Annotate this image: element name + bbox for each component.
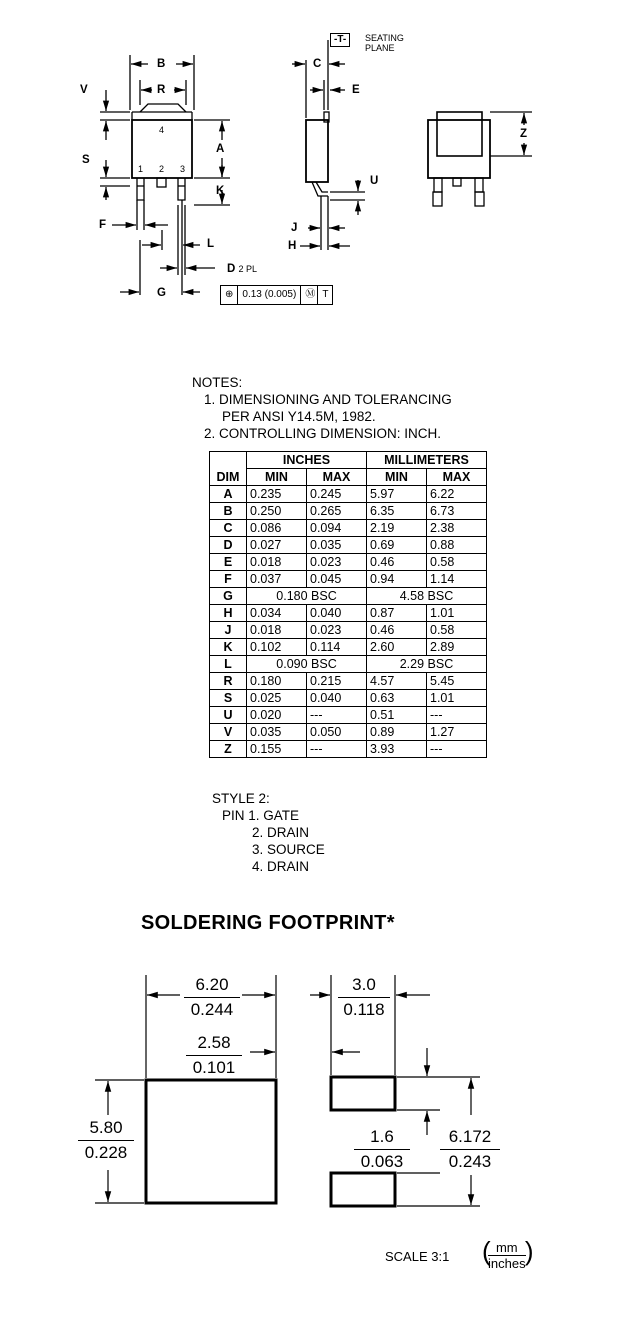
dim-pad-width: $\frac{3.0}{0.118}$: [338, 975, 390, 1020]
dim-label-a: A: [216, 143, 225, 155]
footprint-tab-pad: [146, 1080, 276, 1203]
scale-label: SCALE 3:1: [385, 1249, 450, 1264]
cell-mm-min: 0.51: [367, 707, 427, 724]
pin-number-2: 2: [159, 164, 165, 174]
table-row: [210, 571, 487, 588]
dim-label-z: Z: [520, 128, 528, 140]
cell-mm-max: 1.01: [427, 690, 487, 707]
header-inches: INCHES: [247, 452, 367, 469]
cell-mm-max: ---: [427, 741, 487, 758]
cell-mm-max: 1.01: [427, 605, 487, 622]
dim-label-g: G: [157, 287, 166, 299]
dim-total-width: $\frac{6.20}{0.244}$: [184, 975, 240, 1020]
cell-dim: B: [210, 503, 247, 520]
cell-mm-min: 6.35: [367, 503, 427, 520]
pin-style-block: [212, 790, 325, 875]
cell-mm-min: 0.63: [367, 690, 427, 707]
cell-mm-min: 0.46: [367, 554, 427, 571]
front-view-lead-3: [178, 178, 185, 200]
cell-dim: D: [210, 537, 247, 554]
cell-mm-max: ---: [427, 707, 487, 724]
cell-dim: V: [210, 724, 247, 741]
dim-label-s: S: [82, 154, 90, 166]
header-mm-min: MIN: [367, 469, 427, 486]
dim-tab-offset: $\frac{2.58}{0.101}$: [186, 1033, 242, 1078]
cell-in-max: 0.245: [307, 486, 367, 503]
cell-in-min: 0.035: [247, 724, 307, 741]
pin-number-4: 4: [159, 125, 165, 135]
cell-mm-max: 6.22: [427, 486, 487, 503]
dim-label-f: F: [99, 219, 107, 231]
pin-number-1: 1: [138, 164, 144, 174]
mmc-modifier-icon: Ⓜ: [305, 289, 316, 300]
front-view-lead-1: [137, 178, 144, 200]
cell-mm-max: 0.58: [427, 554, 487, 571]
cell-in-bsc: 0.090 BSC: [247, 656, 367, 673]
cell-mm-min: 3.93: [367, 741, 427, 758]
cell-dim: U: [210, 707, 247, 724]
cell-mm-min: 5.97: [367, 486, 427, 503]
dim-label-j: J: [291, 222, 298, 234]
notes-block: [192, 374, 452, 442]
table-row: [210, 639, 487, 656]
dim-label-k: K: [216, 185, 225, 197]
cell-mm-max: 2.38: [427, 520, 487, 537]
cell-mm-min: 0.89: [367, 724, 427, 741]
cell-in-min: 0.086: [247, 520, 307, 537]
style-pin-1: PIN 1. GATE: [222, 808, 300, 823]
cell-mm-min: 2.60: [367, 639, 427, 656]
table-row: [210, 503, 487, 520]
cell-in-min: 0.250: [247, 503, 307, 520]
cell-in-max: ---: [307, 707, 367, 724]
front-view-tab: [140, 104, 186, 112]
seating-plane-marker: -T-: [330, 33, 350, 47]
table-row: [210, 486, 487, 503]
dim-pad-gap: $\frac{1.6}{0.063}$: [354, 1127, 410, 1172]
cell-dim: G: [210, 588, 247, 605]
cell-in-min: 0.102: [247, 639, 307, 656]
table-row: [210, 724, 487, 741]
cell-in-max: 0.040: [307, 690, 367, 707]
cell-in-max: 0.265: [307, 503, 367, 520]
cell-mm-min: 0.94: [367, 571, 427, 588]
cell-dim: H: [210, 605, 247, 622]
cell-in-max: 0.215: [307, 673, 367, 690]
side-view-body: [306, 120, 328, 182]
table-row: [210, 656, 487, 673]
dim-label-v: V: [80, 84, 88, 96]
cell-in-max: 0.023: [307, 554, 367, 571]
cell-mm-max: 1.27: [427, 724, 487, 741]
header-millimeters: MILLIMETERS: [367, 452, 487, 469]
header-mm-max: MAX: [427, 469, 487, 486]
header-dim: DIM: [210, 469, 247, 486]
units-legend: ( mm inches ): [482, 1236, 534, 1271]
cell-mm-min: 2.19: [367, 520, 427, 537]
footprint-lead-pad-bottom: [331, 1173, 395, 1206]
cell-mm-max: 6.73: [427, 503, 487, 520]
style-heading: STYLE 2:: [212, 791, 270, 806]
footprint-lead-pad-top: [331, 1077, 395, 1110]
cell-dim: J: [210, 622, 247, 639]
pin-number-3: 3: [180, 164, 186, 174]
note-1-line-1: 1. DIMENSIONING AND TOLERANCING: [204, 392, 452, 407]
style-pin-2: 2. DRAIN: [252, 825, 310, 840]
cell-in-max: 0.114: [307, 639, 367, 656]
cell-dim: K: [210, 639, 247, 656]
cell-in-min: 0.235: [247, 486, 307, 503]
cell-in-min: 0.027: [247, 537, 307, 554]
cell-mm-bsc: 4.58 BSC: [367, 588, 487, 605]
cell-mm-max: 2.89: [427, 639, 487, 656]
cell-mm-max: 5.45: [427, 673, 487, 690]
cell-in-max: 0.045: [307, 571, 367, 588]
tolerance-frame: [220, 285, 333, 305]
table-row: [210, 673, 487, 690]
cell-mm-min: 0.69: [367, 537, 427, 554]
dim-label-b: B: [157, 58, 166, 70]
table-row: [210, 707, 487, 724]
header-in-max: MAX: [307, 469, 367, 486]
table-row: [210, 690, 487, 707]
notes-heading: NOTES:: [192, 375, 243, 390]
cell-mm-min: 4.57: [367, 673, 427, 690]
table-row: [210, 605, 487, 622]
cell-mm-max: 0.58: [427, 622, 487, 639]
cell-in-max: 0.040: [307, 605, 367, 622]
side-view-lead: [312, 182, 328, 196]
cell-in-min: 0.155: [247, 741, 307, 758]
note-1-line-2: PER ANSI Y14.5M, 1982.: [222, 409, 376, 424]
cell-in-min: 0.034: [247, 605, 307, 622]
table-row: [210, 537, 487, 554]
header-in-min: MIN: [247, 469, 307, 486]
cell-in-bsc: 0.180 BSC: [247, 588, 367, 605]
dimension-table: [209, 451, 487, 758]
style-pin-3: 3. SOURCE: [252, 842, 325, 857]
cell-dim: S: [210, 690, 247, 707]
cell-in-max: ---: [307, 741, 367, 758]
dim-label-l: L: [207, 238, 215, 250]
cell-in-min: 0.020: [247, 707, 307, 724]
cell-dim: R: [210, 673, 247, 690]
cell-dim: L: [210, 656, 247, 673]
table-row: [210, 622, 487, 639]
cell-in-min: 0.180: [247, 673, 307, 690]
table-row: [210, 520, 487, 537]
cell-in-max: 0.050: [307, 724, 367, 741]
table-row: [210, 554, 487, 571]
cell-dim: C: [210, 520, 247, 537]
cell-mm-min: 0.46: [367, 622, 427, 639]
datum-reference: T: [317, 286, 332, 304]
cell-in-max: 0.023: [307, 622, 367, 639]
dim-label-d: D 2 PL: [227, 263, 258, 275]
cell-mm-bsc: 2.29 BSC: [367, 656, 487, 673]
note-2: 2. CONTROLLING DIMENSION: INCH.: [204, 426, 442, 441]
package-outline-drawing: [0, 0, 624, 320]
cell-dim: Z: [210, 741, 247, 758]
cell-in-min: 0.018: [247, 554, 307, 571]
cell-in-max: 0.094: [307, 520, 367, 537]
cell-in-max: 0.035: [307, 537, 367, 554]
dim-overall-height: $\frac{6.172}{0.243}$: [440, 1127, 500, 1172]
cell-mm-max: 1.14: [427, 571, 487, 588]
position-symbol-icon: ⊕: [221, 286, 238, 304]
dim-label-r: R: [157, 84, 166, 96]
table-row: [210, 588, 487, 605]
style-pin-4: 4. DRAIN: [252, 859, 310, 874]
seating-plane-label: SEATING PLANE: [365, 33, 404, 53]
dim-label-e: E: [352, 84, 360, 96]
cell-dim: F: [210, 571, 247, 588]
dim-label-h: H: [288, 240, 297, 252]
dim-label-u: U: [370, 175, 379, 187]
table-row: [210, 741, 487, 758]
cell-dim: A: [210, 486, 247, 503]
cell-in-min: 0.037: [247, 571, 307, 588]
footprint-title: SOLDERING FOOTPRINT*: [141, 912, 395, 934]
tolerance-value: 0.13 (0.005): [238, 286, 301, 304]
cell-mm-min: 0.87: [367, 605, 427, 622]
cell-in-min: 0.025: [247, 690, 307, 707]
cell-dim: E: [210, 554, 247, 571]
dim-tab-height: $\frac{5.80}{0.228}$: [78, 1118, 134, 1163]
cell-mm-max: 0.88: [427, 537, 487, 554]
dim-label-c: C: [313, 58, 322, 70]
cell-in-min: 0.018: [247, 622, 307, 639]
